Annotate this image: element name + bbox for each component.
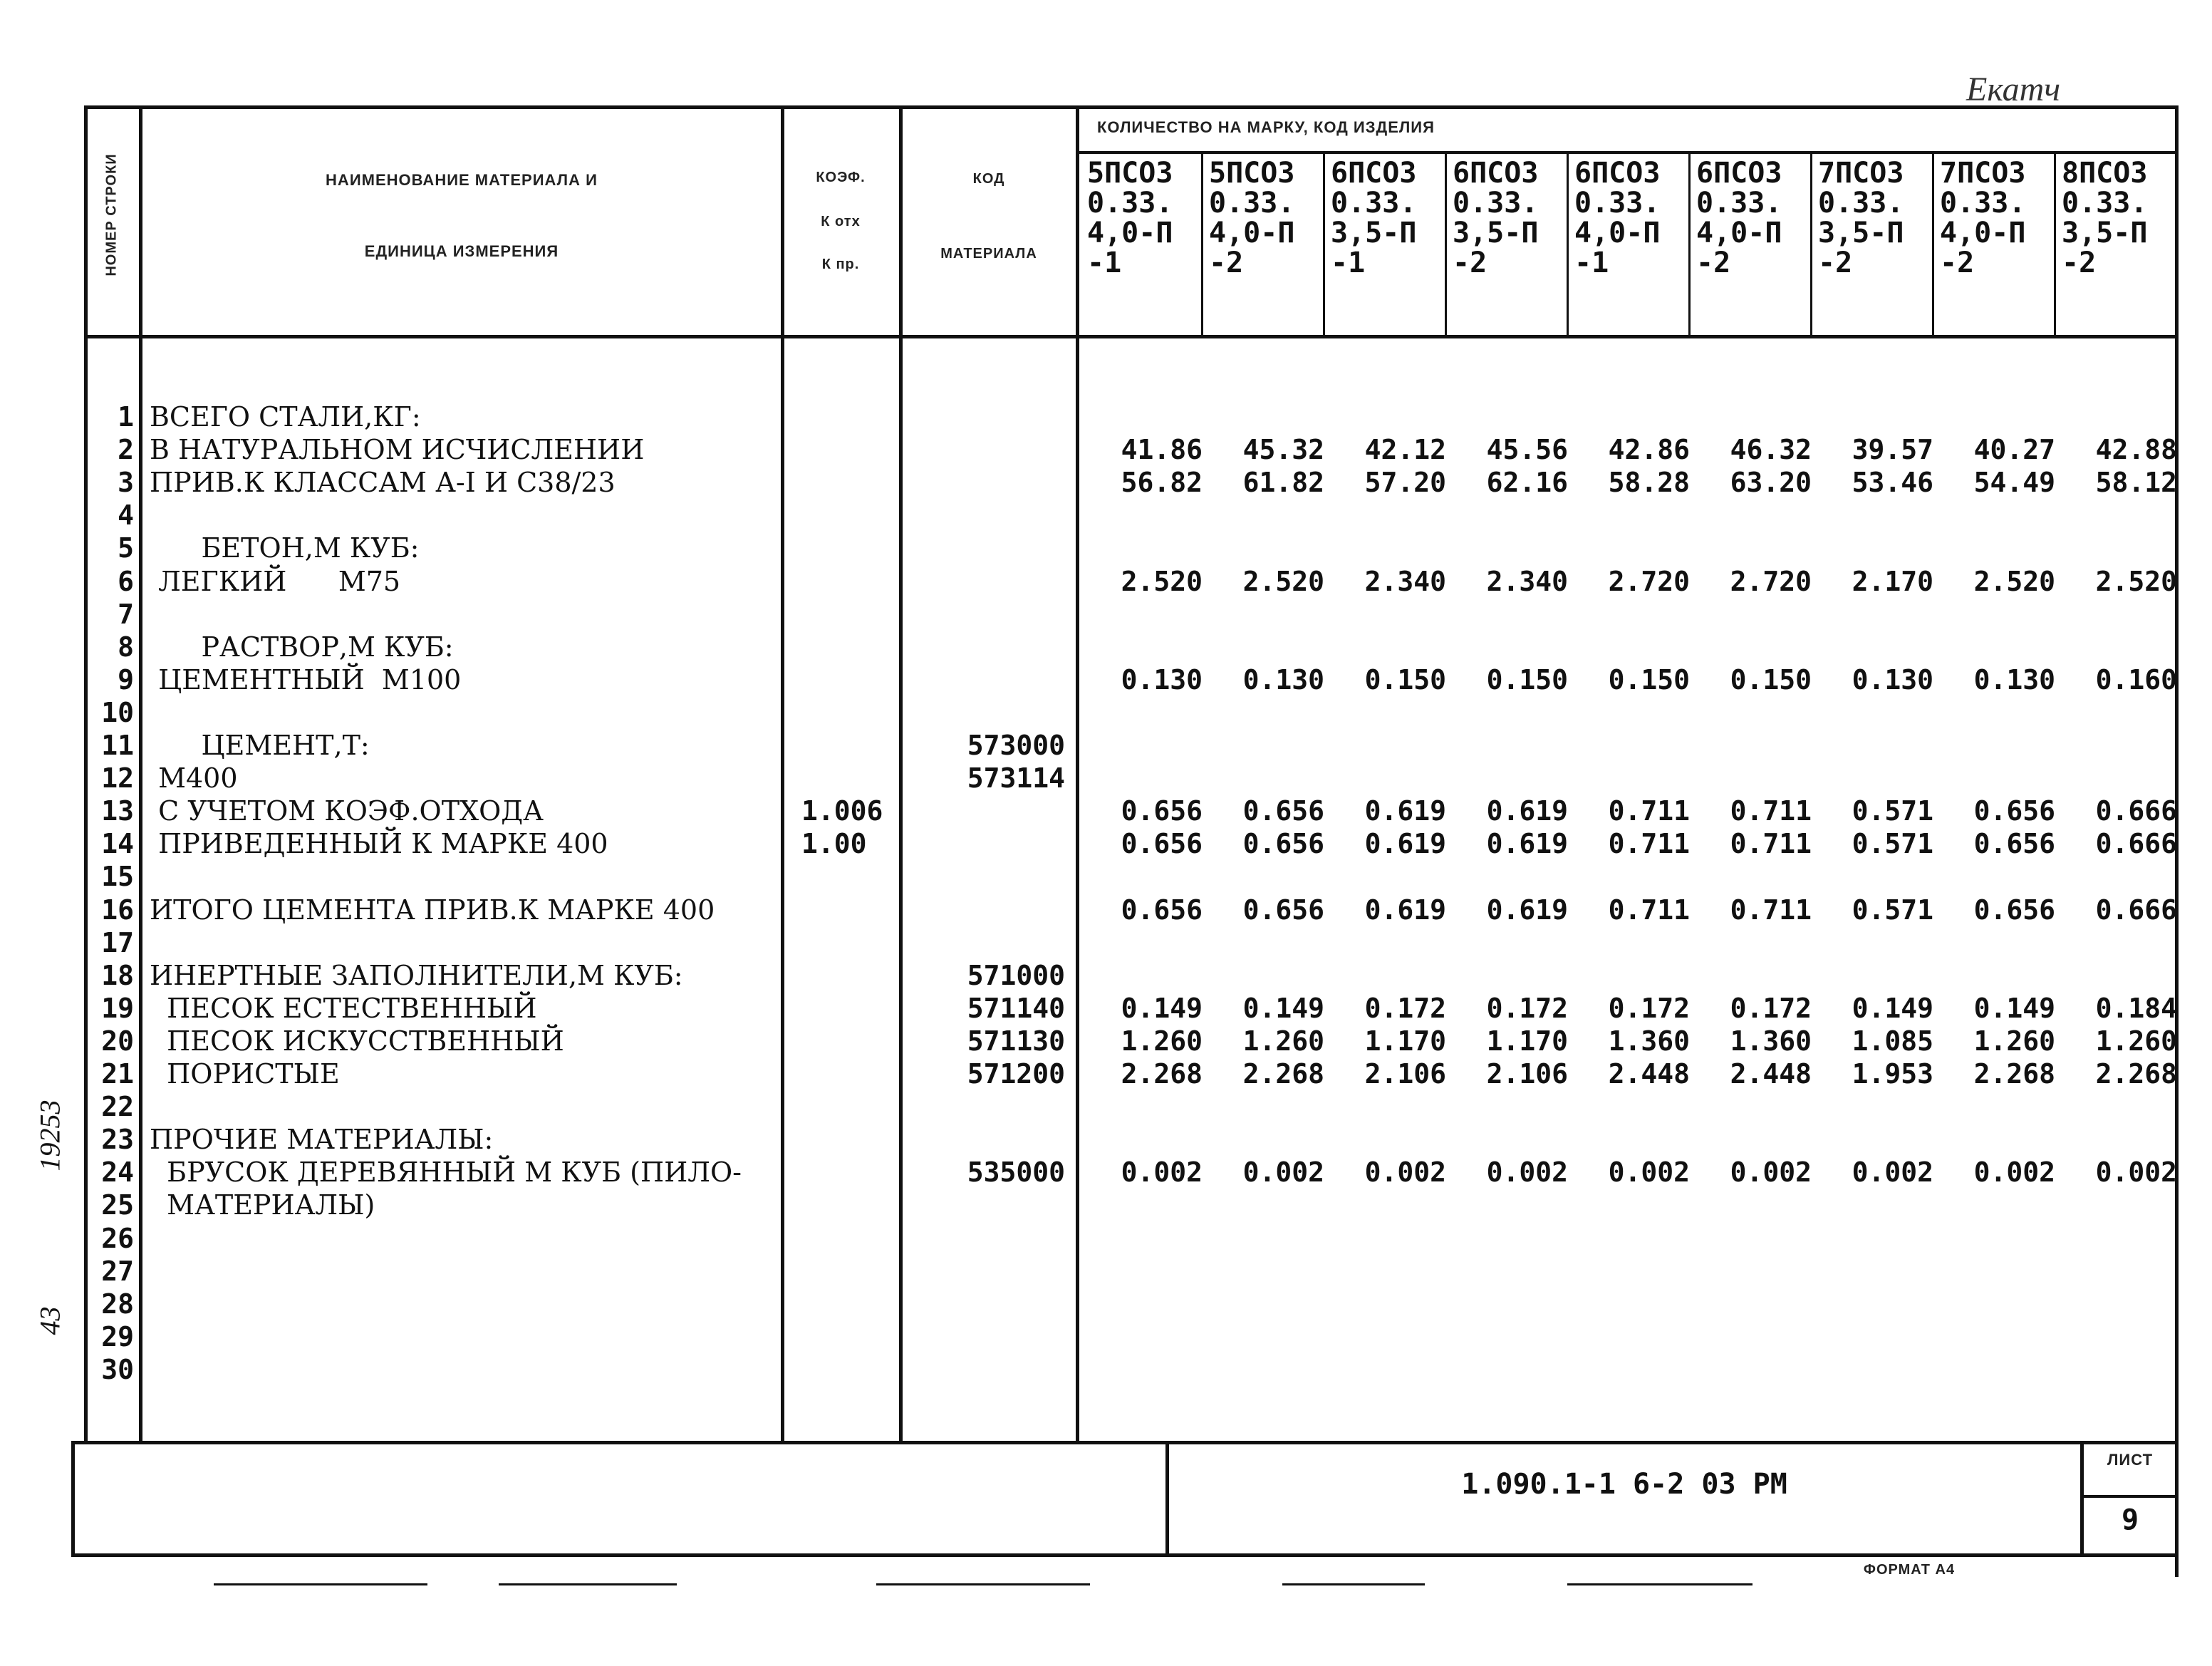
row-number: 10 xyxy=(101,696,134,728)
side-archive-number: 19253 xyxy=(33,1100,66,1171)
quantity-value: 45.32 xyxy=(1242,434,1324,466)
quantity-value: 0.711 xyxy=(1730,795,1812,827)
quantity-value: 0.711 xyxy=(1608,828,1690,860)
quantity-value: 0.149 xyxy=(1121,992,1203,1024)
format-label: ФОРМАТ А4 xyxy=(1863,1562,1956,1578)
col-sep-rownum xyxy=(139,105,142,1442)
col-sep-coef xyxy=(899,105,903,1442)
material-code: 535000 xyxy=(967,1157,1065,1189)
quantity-value: 41.86 xyxy=(1121,434,1203,466)
row-number: 15 xyxy=(101,861,134,893)
quantity-value: 58.12 xyxy=(2095,467,2177,499)
quantity-value: 0.172 xyxy=(1608,992,1690,1024)
material-name: ЦЕМЕНТНЫЙ М100 xyxy=(150,663,462,695)
quantity-value: 1.260 xyxy=(1973,1025,2055,1057)
product-header: 6ПСО3 0.33. 3,5-П -1 xyxy=(1331,157,1417,279)
frame-table-bottom xyxy=(71,1441,2179,1444)
quantity-value: 42.88 xyxy=(2095,434,2177,466)
quantity-value: 1.260 xyxy=(1121,1025,1203,1057)
row-number: 22 xyxy=(101,1091,134,1123)
material-name: ИНЕРТНЫЕ ЗАПОЛНИТЕЛИ,М КУБ: xyxy=(150,959,683,991)
quantity-value: 2.720 xyxy=(1730,565,1812,597)
material-name: БЕТОН,М КУБ: xyxy=(150,532,420,564)
quantity-value: 2.268 xyxy=(1242,1058,1324,1090)
material-name: РАСТВОР,М КУБ: xyxy=(150,631,454,663)
quantity-value: 0.656 xyxy=(1242,828,1324,860)
name-header-line1: НАИМЕНОВАНИЕ МАТЕРИАЛА И xyxy=(326,171,598,189)
quantity-value: 42.12 xyxy=(1364,434,1446,466)
bottom-dash xyxy=(214,1583,427,1585)
footer-sheet-line xyxy=(2080,1495,2179,1498)
row-number: 30 xyxy=(101,1353,134,1385)
qty-header-line xyxy=(1079,151,2179,154)
sheet-number: 9 xyxy=(2121,1504,2139,1536)
material-code: 571200 xyxy=(967,1058,1065,1090)
quantity-value: 0.656 xyxy=(1121,795,1203,827)
quantity-value: 0.619 xyxy=(1364,828,1446,860)
material-name: ПЕСОК ИСКУССТВЕННЫЙ xyxy=(150,1025,564,1057)
quantity-value: 0.002 xyxy=(1242,1157,1324,1189)
code-header-line2: МАТЕРИАЛА xyxy=(940,246,1037,262)
coefficient: 1.006 xyxy=(801,795,883,827)
quantity-value: 1.953 xyxy=(1852,1058,1933,1090)
col-sep-name xyxy=(781,105,784,1442)
material-name: ПОРИСТЫЕ xyxy=(150,1058,340,1090)
frame-left-footer xyxy=(71,1441,75,1557)
coef-header-line2: К отх xyxy=(821,214,861,229)
row-number: 13 xyxy=(101,795,134,827)
row-number: 21 xyxy=(101,1058,134,1090)
row-number: 12 xyxy=(101,762,134,795)
quantity-value: 0.666 xyxy=(2095,795,2177,827)
material-name: ИТОГО ЦЕМЕНТА ПРИВ.К МАРКЕ 400 xyxy=(150,894,715,926)
quantity-value: 54.49 xyxy=(1973,467,2055,499)
code-header-line1: КОД xyxy=(972,171,1005,187)
col-sep-code xyxy=(1076,105,1079,1442)
quantity-value: 0.160 xyxy=(2095,663,2177,695)
product-header: 8ПСО3 0.33. 3,5-П -2 xyxy=(2062,157,2148,279)
product-header: 7ПСО3 0.33. 3,5-П -2 xyxy=(1818,157,1904,279)
row-number: 17 xyxy=(101,926,134,958)
sheet-label: ЛИСТ xyxy=(2107,1451,2154,1469)
quantity-value: 0.150 xyxy=(1486,663,1568,695)
quantity-value: 0.619 xyxy=(1486,795,1568,827)
quantity-value: 2.268 xyxy=(1121,1058,1203,1090)
quantity-value: 2.340 xyxy=(1364,565,1446,597)
quantity-value: 0.002 xyxy=(1852,1157,1933,1189)
coef-header-line3: К пр. xyxy=(821,257,860,272)
quantity-value: 61.82 xyxy=(1242,467,1324,499)
quantity-value: 0.002 xyxy=(1608,1157,1690,1189)
quantity-value: 39.57 xyxy=(1852,434,1933,466)
qty-header: КОЛИЧЕСТВО НА МАРКУ, КОД ИЗДЕЛИЯ xyxy=(1097,118,1435,136)
quantity-value: 1.260 xyxy=(1242,1025,1324,1057)
row-number: 3 xyxy=(118,467,134,499)
bottom-dash xyxy=(1282,1583,1425,1585)
quantity-value: 0.130 xyxy=(1242,663,1324,695)
material-name: МАТЕРИАЛЫ) xyxy=(150,1189,375,1221)
quantity-value: 0.656 xyxy=(1242,894,1324,926)
material-code: 571140 xyxy=(967,992,1065,1024)
quantity-value: 2.268 xyxy=(1973,1058,2055,1090)
quantity-value: 2.106 xyxy=(1364,1058,1446,1090)
material-name: В НАТУРАЛЬНОМ ИСЧИСЛЕНИИ xyxy=(150,434,645,466)
bottom-dash xyxy=(876,1583,1090,1585)
product-header: 7ПСО3 0.33. 4,0-П -2 xyxy=(1940,157,2026,279)
quantity-value: 0.656 xyxy=(1973,828,2055,860)
row-number: 27 xyxy=(101,1255,134,1287)
quantity-value: 0.619 xyxy=(1364,795,1446,827)
quantity-value: 2.170 xyxy=(1852,565,1933,597)
row-number: 8 xyxy=(118,631,134,663)
row-number: 16 xyxy=(101,894,134,926)
quantity-value: 2.520 xyxy=(2095,565,2177,597)
row-number: 29 xyxy=(101,1320,134,1352)
material-code: 571130 xyxy=(967,1025,1065,1057)
quantity-value: 40.27 xyxy=(1973,434,2055,466)
row-number: 23 xyxy=(101,1124,134,1156)
quantity-value: 1.260 xyxy=(2095,1025,2177,1057)
row-number: 24 xyxy=(101,1157,134,1189)
quantity-value: 0.150 xyxy=(1364,663,1446,695)
row-number: 2 xyxy=(118,434,134,466)
material-name: М400 xyxy=(150,762,238,795)
row-number: 28 xyxy=(101,1288,134,1320)
frame-top xyxy=(84,105,2179,109)
quantity-value: 0.619 xyxy=(1486,828,1568,860)
quantity-value: 1.085 xyxy=(1852,1025,1933,1057)
material-name: ВСЕГО СТАЛИ,КГ: xyxy=(150,401,421,433)
quantity-value: 2.720 xyxy=(1608,565,1690,597)
quantity-value: 2.106 xyxy=(1486,1058,1568,1090)
material-code: 571000 xyxy=(967,959,1065,991)
quantity-value: 2.520 xyxy=(1973,565,2055,597)
quantity-value: 0.656 xyxy=(1973,795,2055,827)
quantity-value: 1.360 xyxy=(1608,1025,1690,1057)
product-header: 6ПСО3 0.33. 3,5-П -2 xyxy=(1453,157,1539,279)
quantity-value: 0.002 xyxy=(1486,1157,1568,1189)
row-number: 9 xyxy=(118,663,134,695)
material-code: 573000 xyxy=(967,730,1065,761)
row-number: 6 xyxy=(118,565,134,597)
quantity-value: 0.172 xyxy=(1730,992,1812,1024)
quantity-value: 0.002 xyxy=(2095,1157,2177,1189)
material-code: 573114 xyxy=(967,762,1065,795)
quantity-value: 2.448 xyxy=(1730,1058,1812,1090)
material-name: БРУСОК ДЕРЕВЯННЫЙ М КУБ (ПИЛО- xyxy=(150,1157,742,1189)
quantity-value: 0.619 xyxy=(1364,894,1446,926)
quantity-value: 45.56 xyxy=(1486,434,1568,466)
row-number: 1 xyxy=(118,401,134,433)
quantity-value: 1.170 xyxy=(1486,1025,1568,1057)
material-name: С УЧЕТОМ КОЭФ.ОТХОДА xyxy=(150,795,544,827)
row-number: 7 xyxy=(118,598,134,630)
quantity-value: 56.82 xyxy=(1121,467,1203,499)
quantity-value: 0.002 xyxy=(1364,1157,1446,1189)
row-number: 25 xyxy=(101,1189,134,1221)
corner-note: Екатч xyxy=(1966,71,2061,108)
quantity-value: 1.360 xyxy=(1730,1025,1812,1057)
coefficient: 1.00 xyxy=(801,828,867,860)
product-header: 6ПСО3 0.33. 4,0-П -1 xyxy=(1574,157,1661,279)
side-page-number: 43 xyxy=(33,1306,66,1335)
quantity-value: 0.130 xyxy=(1973,663,2055,695)
quantity-value: 0.002 xyxy=(1973,1157,2055,1189)
quantity-value: 0.172 xyxy=(1486,992,1568,1024)
row-number: 14 xyxy=(101,828,134,860)
quantity-value: 1.170 xyxy=(1364,1025,1446,1057)
quantity-value: 0.711 xyxy=(1730,828,1812,860)
quantity-value: 0.656 xyxy=(1242,795,1324,827)
bottom-dash xyxy=(1567,1583,1753,1585)
quantity-value: 57.20 xyxy=(1364,467,1446,499)
quantity-value: 0.571 xyxy=(1852,828,1933,860)
row-number: 19 xyxy=(101,992,134,1024)
quantity-value: 0.666 xyxy=(2095,894,2177,926)
quantity-value: 0.656 xyxy=(1121,894,1203,926)
quantity-value: 42.86 xyxy=(1608,434,1690,466)
quantity-value: 0.184 xyxy=(2095,992,2177,1024)
material-name: ПРИВЕДЕННЫЙ К МАРКЕ 400 xyxy=(150,828,608,860)
quantity-value: 0.149 xyxy=(1852,992,1933,1024)
material-name: ПЕСОК ЕСТЕСТВЕННЫЙ xyxy=(150,992,537,1024)
quantity-value: 0.711 xyxy=(1608,894,1690,926)
quantity-value: 0.149 xyxy=(1973,992,2055,1024)
quantity-value: 2.340 xyxy=(1486,565,1568,597)
name-header-line2: ЕДИНИЦА ИЗМЕРЕНИЯ xyxy=(364,242,559,260)
row-number: 20 xyxy=(101,1025,134,1057)
quantity-value: 0.172 xyxy=(1364,992,1446,1024)
material-name: ЦЕМЕНТ,Т: xyxy=(150,730,370,761)
row-number: 18 xyxy=(101,959,134,991)
quantity-value: 58.28 xyxy=(1608,467,1690,499)
quantity-value: 0.571 xyxy=(1852,894,1933,926)
quantity-value: 0.150 xyxy=(1730,663,1812,695)
coef-header-line1: КОЭФ. xyxy=(816,170,866,185)
product-header: 6ПСО3 0.33. 4,0-П -2 xyxy=(1696,157,1782,279)
quantity-value: 0.002 xyxy=(1730,1157,1812,1189)
product-header: 5ПСО3 0.33. 4,0-П -1 xyxy=(1087,157,1173,279)
quantity-value: 2.520 xyxy=(1242,565,1324,597)
quantity-value: 2.448 xyxy=(1608,1058,1690,1090)
quantity-value: 2.520 xyxy=(1121,565,1203,597)
quantity-value: 0.666 xyxy=(2095,828,2177,860)
quantity-value: 0.619 xyxy=(1486,894,1568,926)
row-number: 11 xyxy=(101,730,134,761)
frame-bottom xyxy=(71,1553,2179,1557)
quantity-value: 0.711 xyxy=(1608,795,1690,827)
quantity-value: 0.656 xyxy=(1121,828,1203,860)
bottom-dash xyxy=(499,1583,677,1585)
product-header: 5ПСО3 0.33. 4,0-П -2 xyxy=(1209,157,1295,279)
quantity-value: 2.268 xyxy=(2095,1058,2177,1090)
quantity-value: 0.130 xyxy=(1121,663,1203,695)
quantity-value: 53.46 xyxy=(1852,467,1933,499)
doc-code: 1.090.1-1 6-2 03 РМ xyxy=(1461,1468,1787,1501)
quantity-value: 0.150 xyxy=(1608,663,1690,695)
material-name: ПРОЧИЕ МАТЕРИАЛЫ: xyxy=(150,1124,494,1156)
row-number: 26 xyxy=(101,1222,134,1254)
quantity-value: 0.149 xyxy=(1242,992,1324,1024)
quantity-value: 0.002 xyxy=(1121,1157,1203,1189)
material-name: ЛЕГКИЙ М75 xyxy=(150,565,401,597)
quantity-value: 46.32 xyxy=(1730,434,1812,466)
quantity-value: 0.656 xyxy=(1973,894,2055,926)
row-number-header: НОМЕР СТРОКИ xyxy=(103,153,120,276)
quantity-value: 62.16 xyxy=(1486,467,1568,499)
row-number: 4 xyxy=(118,500,134,532)
material-name: ПРИВ.К КЛАССАМ А-I И С38/23 xyxy=(150,467,616,499)
quantity-value: 0.130 xyxy=(1852,663,1933,695)
quantity-value: 0.571 xyxy=(1852,795,1933,827)
quantity-value: 63.20 xyxy=(1730,467,1812,499)
quantity-value: 0.711 xyxy=(1730,894,1812,926)
row-number: 5 xyxy=(118,532,134,564)
